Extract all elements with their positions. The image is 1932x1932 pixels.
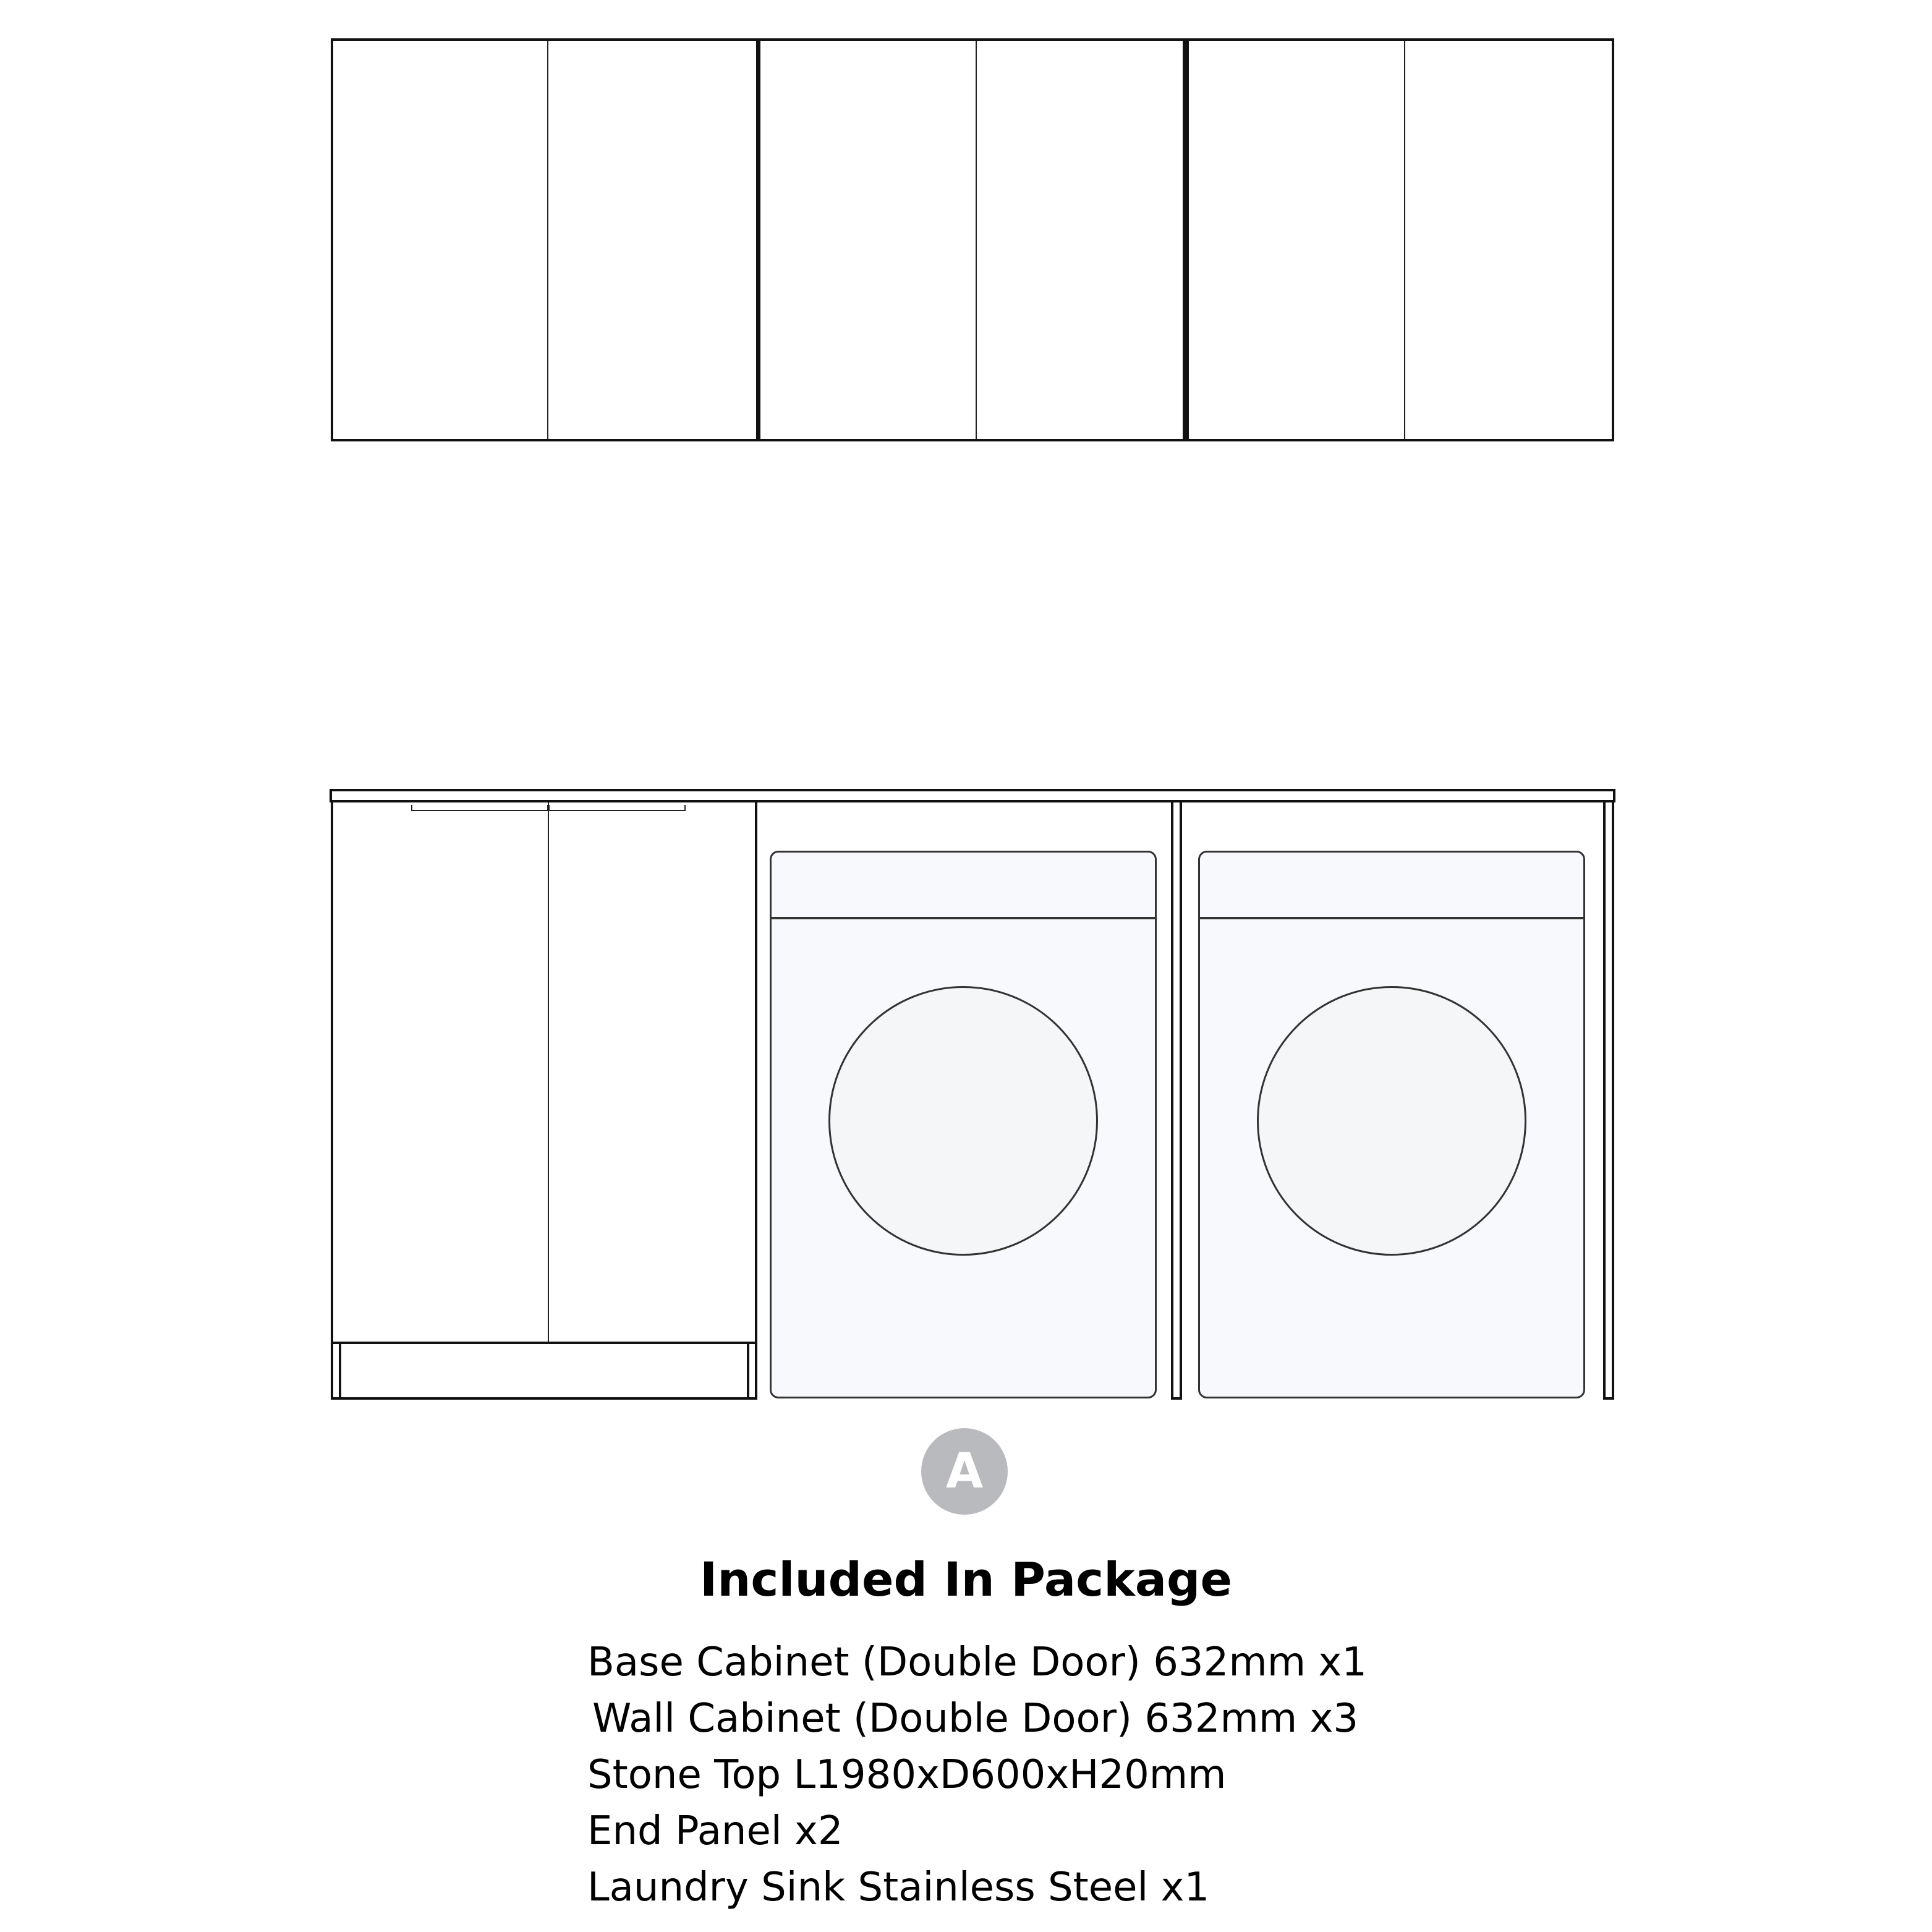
package-item: Wall Cabinet (Double Door) 632mm x3 [592,1696,1359,1742]
package-item: Stone Top L1980xD600xH20mm [587,1752,1227,1798]
door-split [1404,41,1405,439]
door-split [547,41,548,439]
kickboard [331,1342,757,1400]
package-title: Included In Package [699,1552,1232,1607]
badge-letter: A [945,1444,984,1499]
washing-machine [770,851,1157,1398]
sink-rim-right [548,805,686,811]
package-list [587,1635,1367,1916]
door-split [548,802,549,1344]
kick-leg-left [331,1344,341,1400]
elevation-badge [921,1428,1008,1515]
sink-rim-left [411,805,548,811]
end-panel-middle [1171,800,1182,1400]
washer-drum-door [828,986,1098,1256]
dryer-drum-door [1257,986,1526,1256]
end-panel-right [1603,800,1614,1400]
dryer [1198,851,1585,1398]
washer-control-panel [772,853,1155,919]
package-item: Laundry Sink Stainless Steel x1 [587,1865,1210,1910]
wall-cabinet-2 [757,38,1185,441]
package-item: End Panel x2 [587,1808,843,1854]
kick-leg-right [747,1344,757,1400]
package-item: Base Cabinet (Double Door) 632mm x1 [587,1640,1367,1685]
dryer-control-panel [1200,853,1583,919]
door-split [976,41,977,439]
wall-cabinet-3 [1185,38,1614,441]
base-cabinet [331,800,757,1400]
wall-cabinet-1 [331,38,759,441]
